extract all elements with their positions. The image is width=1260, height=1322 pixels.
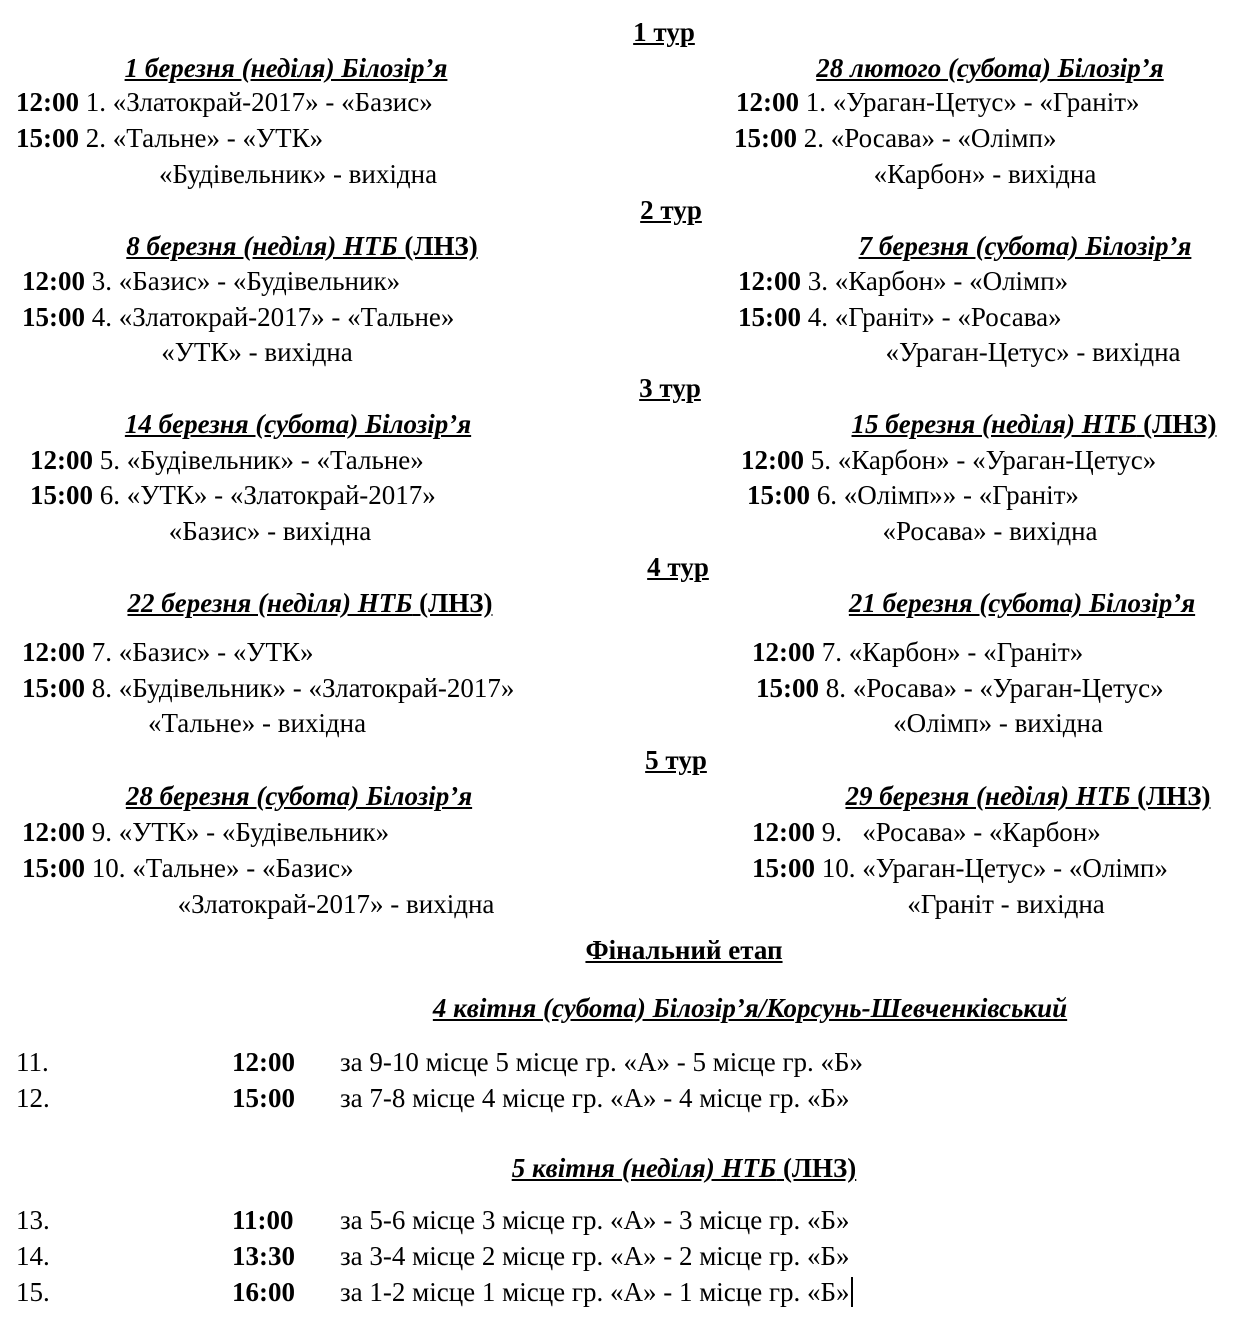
match-text: 8. «Росава» - «Ураган-Цетус»: [825, 673, 1164, 703]
match-date-right: 7 березня (субота) Білозір’я: [858, 231, 1192, 261]
match-date-right: 29 березня (неділя) НТБ (ЛНЗ): [845, 781, 1211, 811]
tour-heading: 5 тур: [645, 745, 707, 775]
match-text: 3. «Базис» - «Будівельник»: [91, 266, 401, 296]
game-number: 11.: [16, 1047, 49, 1077]
match-row: [22, 299, 454, 335]
match-date-left: 28 березня (субота) Білозір’я: [125, 781, 473, 811]
tour-heading: 1 тур: [633, 17, 695, 47]
match-text: 1. «Ураган-Цетус» - «Граніт»: [805, 87, 1140, 117]
match-date-left: 14 березня (субота) Білозір’я: [124, 409, 472, 439]
game-number: 15.: [16, 1277, 50, 1307]
match-text: 1. «Златокрай-2017» - «Базис»: [85, 87, 433, 117]
match-time: 12:00: [752, 817, 815, 847]
tour-heading: 2 тур: [640, 195, 702, 225]
match-time: 15:00: [22, 853, 85, 883]
match-text: 5. «Карбон» - «Ураган-Цетус»: [810, 445, 1157, 475]
match-row: [736, 84, 1140, 120]
final-stage-heading: Фінальний етап: [585, 935, 783, 965]
match-time: 15:00: [30, 480, 93, 510]
match-time: 15:00: [756, 673, 819, 703]
match-text: 6. «УТК» - «Златокрай-2017»: [99, 480, 436, 510]
match-row: [22, 634, 313, 670]
game-time: 13:30: [232, 1241, 295, 1271]
match-row: [734, 120, 1056, 156]
match-time: 15:00: [738, 302, 801, 332]
match-time: 12:00: [22, 266, 85, 296]
rest-team: «Будівельник» - вихідна: [158, 159, 438, 189]
match-date-left: 1 березня (неділя) Білозір’я: [124, 53, 448, 83]
match-time: 15:00: [22, 302, 85, 332]
match-text: 7. «Карбон» - «Граніт»: [821, 637, 1084, 667]
match-text: 6. «Олімп»» - «Граніт»: [816, 480, 1079, 510]
game-time: 12:00: [232, 1047, 295, 1077]
match-time: 12:00: [22, 817, 85, 847]
match-time: 15:00: [22, 673, 85, 703]
game-time: 11:00: [232, 1205, 294, 1235]
match-row: [30, 442, 424, 478]
game-description: за 1-2 місце 1 місце гр. «А» - 1 місце гр. «Б»: [340, 1274, 853, 1310]
match-row: [22, 850, 354, 886]
rest-team: «Олімп» - вихідна: [893, 708, 1103, 738]
tour-heading: 4 тур: [647, 552, 709, 582]
match-time: 15:00: [734, 123, 797, 153]
match-time: 15:00: [16, 123, 79, 153]
rest-team: «Златокрай-2017» - вихідна: [177, 889, 495, 919]
game-description: за 5-6 місце 3 місце гр. «А» - 3 місце гр. «Б»: [340, 1205, 850, 1235]
game-number: 13.: [16, 1205, 50, 1235]
match-date-right: 21 березня (субота) Білозір’я: [848, 588, 1196, 618]
rest-team: «Ураган-Цетус» - вихідна: [885, 337, 1181, 367]
match-row: [752, 850, 1168, 886]
text-cursor: [851, 1277, 853, 1307]
rest-team: «Росава» - вихідна: [882, 516, 1098, 546]
match-time: 15:00: [747, 480, 810, 510]
match-text: 10. «Тальне» - «Базис»: [91, 853, 354, 883]
match-row: [22, 814, 389, 850]
match-time: 12:00: [16, 87, 79, 117]
rest-team: «Карбон» - вихідна: [873, 159, 1097, 189]
match-time: 12:00: [22, 637, 85, 667]
match-date-right: 28 лютого (субота) Білозір’я: [816, 53, 1164, 83]
match-row: [738, 299, 1062, 335]
match-row: [738, 263, 1068, 299]
match-text: 9. «Росава» - «Карбон»: [821, 817, 1101, 847]
game-description: за 9-10 місце 5 місце гр. «А» - 5 місце гр. «Б»: [340, 1047, 864, 1077]
tour-heading: 3 тур: [639, 373, 701, 403]
match-row: [747, 477, 1079, 513]
match-row: [741, 442, 1156, 478]
match-text: 2. «Тальне» - «УТК»: [85, 123, 324, 153]
match-time: 12:00: [736, 87, 799, 117]
rest-team: «Базис» - вихідна: [168, 516, 372, 546]
match-row: [30, 477, 436, 513]
game-number: 12.: [16, 1083, 50, 1113]
match-text: 9. «УТК» - «Будівельник»: [91, 817, 390, 847]
game-description: за 3-4 місце 2 місце гр. «А» - 2 місце гр. «Б»: [340, 1241, 850, 1271]
match-text: 10. «Ураган-Цетус» - «Олімп»: [821, 853, 1168, 883]
final-date: 5 квітня (неділя) НТБ (ЛНЗ): [511, 1153, 857, 1183]
match-text: 2. «Росава» - «Олімп»: [803, 123, 1057, 153]
match-time: 15:00: [752, 853, 815, 883]
match-time: 12:00: [752, 637, 815, 667]
match-row: [752, 634, 1083, 670]
rest-team: «УТК» - вихідна: [161, 337, 353, 367]
match-row: [756, 670, 1164, 706]
match-date-right: 15 березня (неділя) НТБ (ЛНЗ): [851, 409, 1217, 439]
final-date: 4 квітня (субота) Білозір’я/Корсунь-Шевченківський: [432, 993, 1068, 1023]
match-text: 3. «Карбон» - «Олімп»: [807, 266, 1069, 296]
match-time: 12:00: [30, 445, 93, 475]
match-time: 12:00: [738, 266, 801, 296]
rest-team: «Граніт - вихідна: [907, 889, 1105, 919]
match-text: 4. «Златокрай-2017» - «Тальне»: [91, 302, 455, 332]
game-time: 15:00: [232, 1083, 295, 1113]
match-date-left: 8 березня (неділя) НТБ (ЛНЗ): [126, 231, 478, 261]
match-row: [22, 670, 514, 706]
match-text: 4. «Граніт» - «Росава»: [807, 302, 1062, 332]
match-text: 8. «Будівельник» - «Златокрай-2017»: [91, 673, 515, 703]
match-row: [752, 814, 1101, 850]
match-date-left: 22 березня (неділя) НТБ (ЛНЗ): [127, 588, 493, 618]
match-row: [16, 120, 323, 156]
game-number: 14.: [16, 1241, 50, 1271]
match-time: 12:00: [741, 445, 804, 475]
match-text: 7. «Базис» - «УТК»: [91, 637, 314, 667]
game-description: за 7-8 місце 4 місце гр. «А» - 4 місце гр. «Б»: [340, 1083, 850, 1113]
match-row: [16, 84, 433, 120]
rest-team: «Тальне» - вихідна: [147, 708, 367, 738]
match-row: [22, 263, 400, 299]
game-time: 16:00: [232, 1277, 295, 1307]
match-text: 5. «Будівельник» - «Тальне»: [99, 445, 424, 475]
